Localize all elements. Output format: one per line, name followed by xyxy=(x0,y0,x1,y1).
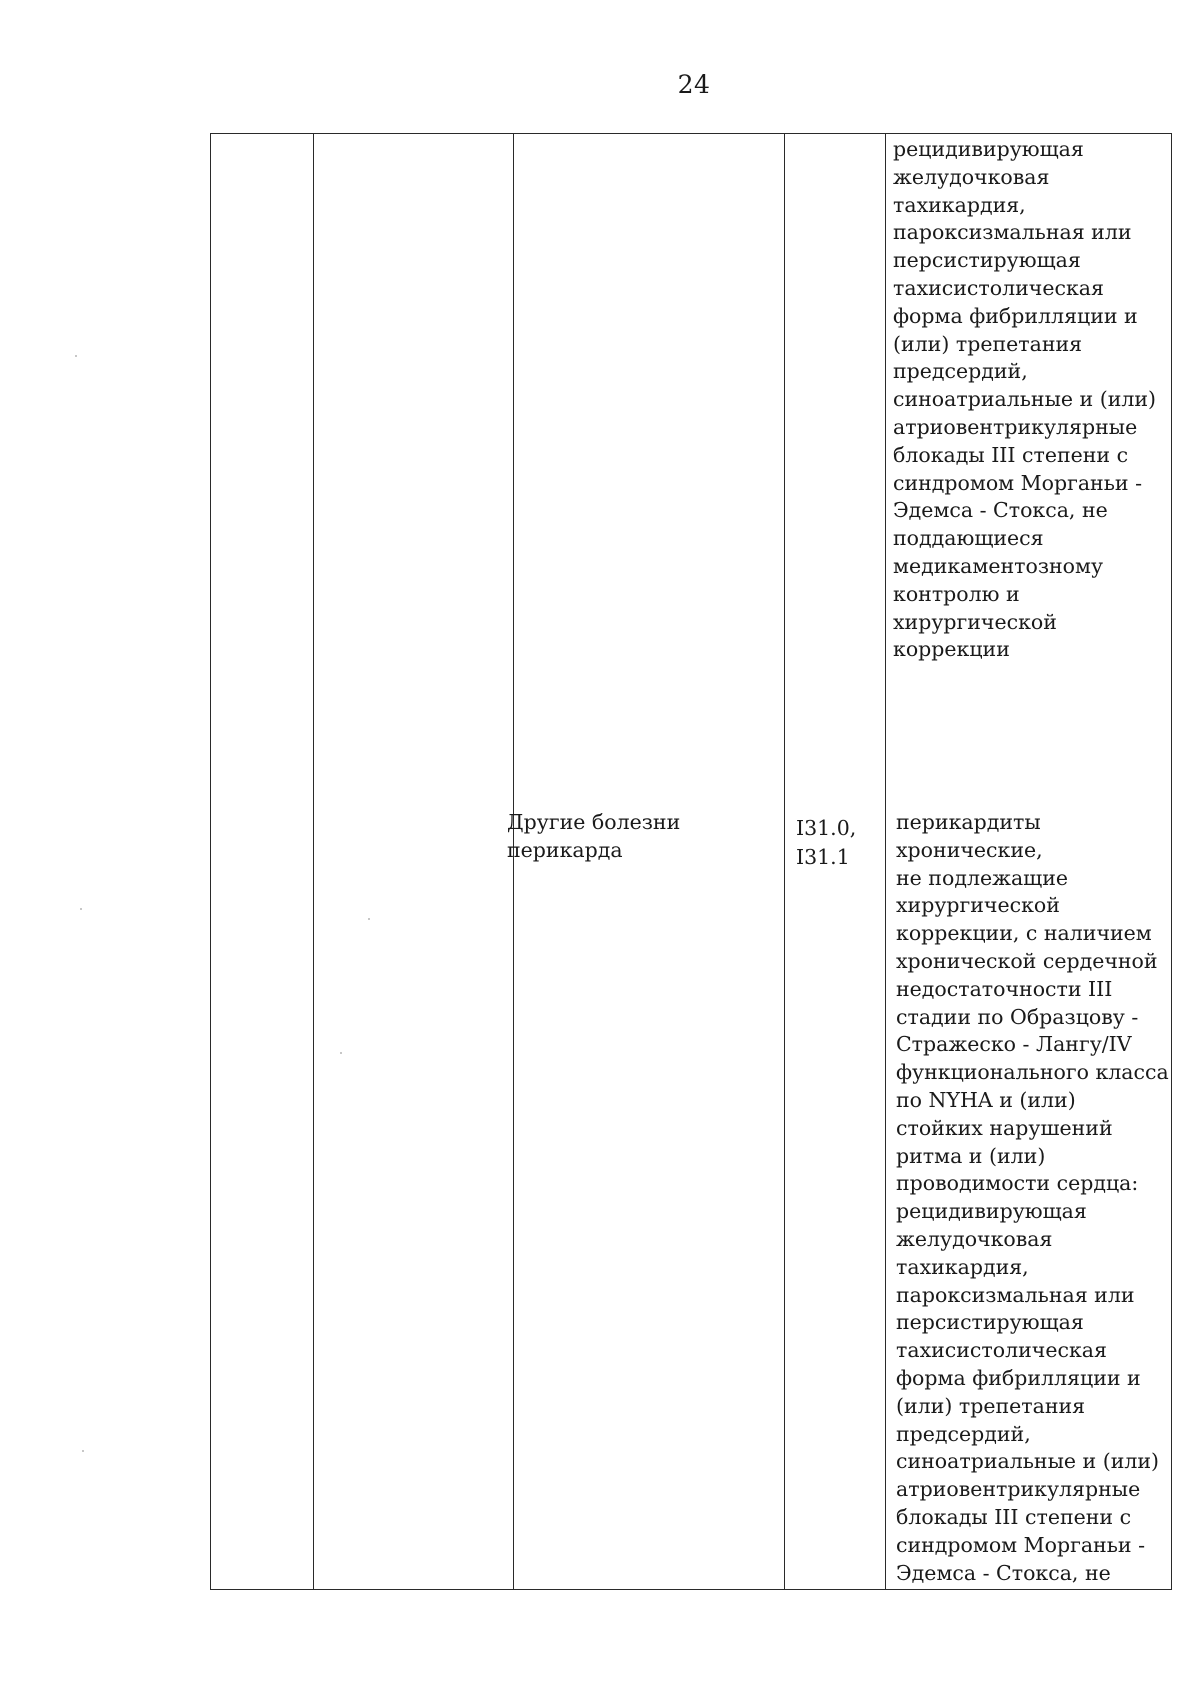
icd-code-cell: I31.0, I31.1 xyxy=(796,816,857,869)
column-divider-4 xyxy=(885,134,886,1589)
column-divider-3 xyxy=(784,134,785,1589)
disease-name-cell: Другие болезни перикарда xyxy=(507,810,681,862)
scan-speck xyxy=(80,908,82,910)
column-divider-1 xyxy=(313,134,314,1589)
document-table xyxy=(210,133,1172,1590)
scan-speck xyxy=(75,355,77,357)
scan-speck xyxy=(368,918,370,920)
contraindications-cell: перикардиты хронические, не подлежащие хирургической коррекции, с наличием хронической сердечной недостаточности III стадии по Образцову - Стражеско - Лангу/IV функционального класса по NYHA и (или) стойких нарушений ритма и (или) проводимости сердца: рецидивирующая желудочковая тахикардия, пароксизмальная или персистирующая тахисистолическая форма фибрилляции и (или) трепетания предсердий, синоатриальные и (или) атриовентрикулярные блокады III степени с синдромом Морганьи - Эдемса - Стокса, не xyxy=(896,810,1169,1585)
scan-speck xyxy=(340,1052,342,1054)
contraindications-cell-continued: рецидивирующая желудочковая тахикардия, пароксизмальная или персистирующая тахисистолическая форма фибрилляции и (или) трепетания предсердий, синоатриальные и (или) атриовентрикулярные блокады III степени с синдромом Морганьи - Эдемса - Стокса, не поддающиеся медикаментозному контролю и хирургической коррекции xyxy=(893,137,1157,662)
page-number: 24 xyxy=(677,70,711,99)
scan-speck xyxy=(82,1450,84,1452)
